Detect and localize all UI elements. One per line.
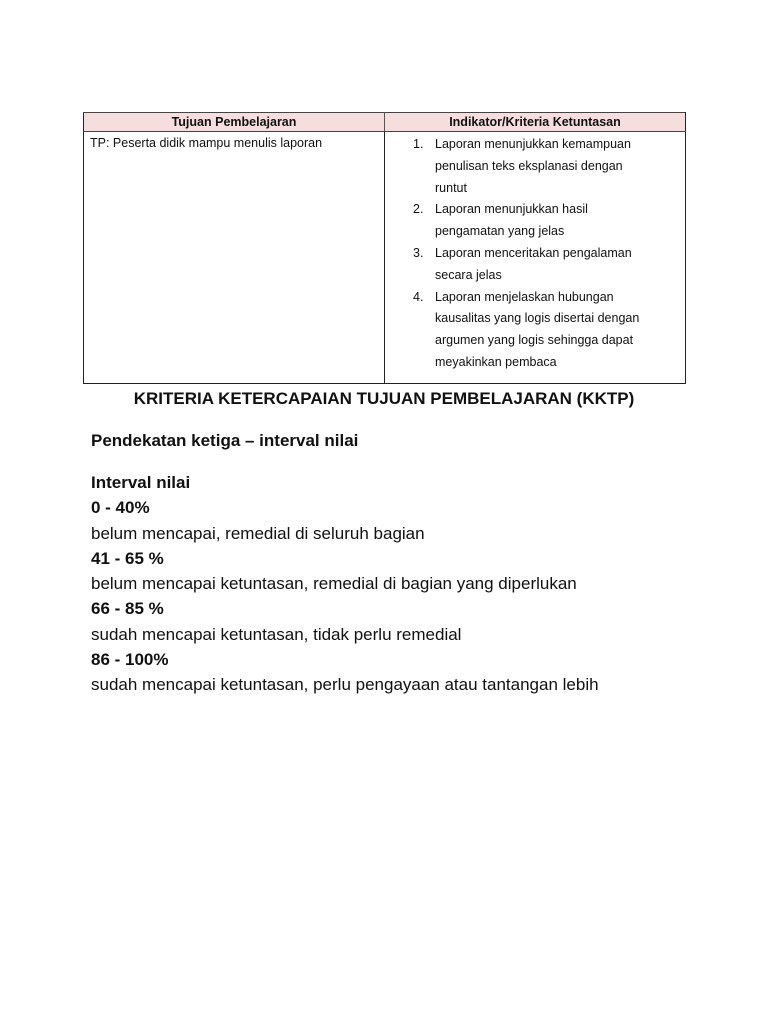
indicator-line: Laporan menunjukkan kemampuan — [435, 137, 631, 151]
interval-title: Interval nilai — [91, 473, 191, 492]
indicator-text — [435, 243, 675, 287]
indicator-line: argumen yang logis sehingga dapat — [435, 333, 634, 348]
indicator-line: Laporan menjelaskan hubungan — [435, 289, 614, 304]
page-title: KRITERIA KETERCAPAIAN TUJUAN PEMBELAJARAN (KKTP) — [133, 389, 635, 408]
indicator-number: 1. — [413, 137, 424, 151]
indicator-line: runtut — [435, 180, 467, 195]
interval-range: 0 - 40% — [91, 498, 150, 518]
section-subheading: Pendekatan ketiga – interval nilai — [91, 431, 359, 450]
indicator-line: kausalitas yang logis disertai dengan — [435, 311, 640, 326]
indicator-number: 2. — [413, 202, 424, 217]
interval-section — [91, 470, 751, 698]
learning-objectives-table — [83, 112, 686, 384]
list-item — [385, 243, 675, 287]
indicator-list — [385, 132, 685, 374]
tp-text: TP: Peserta didik mampu menulis laporan — [90, 136, 323, 150]
indicator-text — [435, 287, 675, 374]
indicator-line: Laporan menunjukkan hasil — [435, 202, 588, 217]
indicator-text — [435, 134, 675, 199]
table-header-row — [84, 113, 686, 132]
indicator-text — [435, 199, 675, 243]
indicator-line: secara jelas — [435, 267, 502, 282]
indicator-line: meyakinkan pembaca — [435, 354, 557, 369]
list-item — [385, 199, 675, 243]
interval-description: sudah mencapai ketuntasan, tidak perlu remedial — [91, 624, 462, 644]
interval-description: sudah mencapai ketuntasan, perlu pengayaan atau tantangan lebih — [91, 675, 599, 695]
tp-cell — [84, 132, 385, 384]
interval-range: 66 - 85 % — [91, 599, 164, 619]
indicator-line: Laporan menceritakan pengalaman — [435, 245, 632, 260]
indicator-number: 4. — [413, 289, 424, 304]
interval-range: 41 - 65 % — [91, 548, 164, 568]
list-item — [385, 134, 675, 199]
interval-description: belum mencapai ketuntasan, remedial di bagian yang diperlukan — [91, 574, 577, 594]
indicator-number: 3. — [413, 245, 424, 260]
header-tujuan-pembelajaran: Tujuan Pembelajaran — [84, 113, 385, 132]
indicator-cell — [385, 132, 686, 384]
table-row — [84, 132, 686, 384]
interval-description: belum mencapai, remedial di seluruh bagian — [91, 523, 425, 543]
header-indikator-kriteria: Indikator/Kriteria Ketuntasan — [385, 113, 686, 132]
indicator-line: penulisan teks eksplanasi dengan — [435, 158, 623, 173]
indicator-line: pengamatan yang jelas — [435, 224, 565, 239]
list-item — [385, 287, 675, 374]
interval-range: 86 - 100% — [91, 650, 169, 670]
